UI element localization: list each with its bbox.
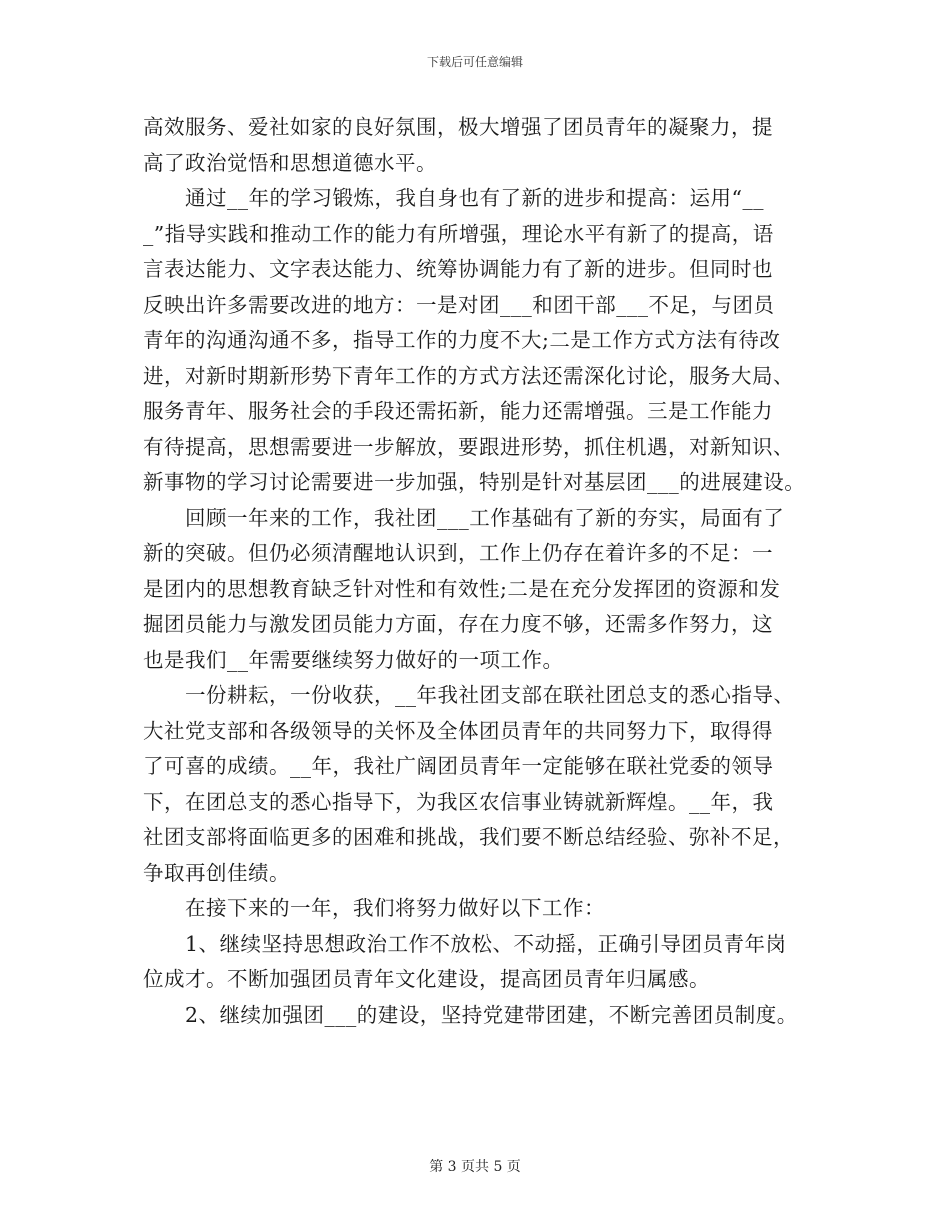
page-number-footer: 第 3 页共 5 页 <box>429 1159 521 1175</box>
paragraph-self-improvement: 通过__年的学习锻炼，我自身也有了新的进步和提高：运用“__ _”指导实践和推动工作的能力有所增强，理论水平有新了的提高，语 言表达能力、文字表达能力、统筹协调能力有了新的进步。但同时也 反映出许多需要改进的地方：一是对团___和团干部___不足，与团员 青年的沟通沟通不多，指导工作的力度不大;二是工作方式方法有待改 进，对新时期新形势下青年工作的方式方法还需深化讨论，服务大局、 服务青年、服务社会的手段还需拓新，能力还需增强。三是工作能力 有待提高，思想需要进一步解放，要跟进形势，抓住机遇，对新知识、 新事物的学习讨论需要进一步加强，特别是针对基层团___的进展建设。 <box>143 186 806 494</box>
paragraph-continuation: 高效服务、爱社如家的良好氛围，极大增强了团员青年的凝聚力，提 高了政治觉悟和思想道德水平。 <box>143 115 773 175</box>
document-body <box>143 110 813 1033</box>
list-item-2: 2、继续加强团___的建设，坚持党建带团建，不断完善团员制度。 <box>143 1002 798 1027</box>
list-item-1: 1、继续坚持思想政治工作不放松、不动摇，正确引导团员青年岗 位成才。不断加强团员青年文化建设，提高团员青年归属感。 <box>143 931 787 991</box>
paragraph-review: 回顾一年来的工作，我社团___工作基础有了新的夯实，局面有了 新的突破。但仍必须清醒地认识到，工作上仍存在着许多的不足：一 是团内的思想教育缺乏针对性和有效性;二是在充分发挥团的资源和发 掘团员能力与激发团员能力方面，存在力度不够，还需多作努力，这 也是我们__年需要继续努力做好的一项工作。 <box>143 505 785 672</box>
paragraph-achievements: 一份耕耘，一份收获，__年我社团支部在联社团总支的悉心指导、 大社党支部和各级领导的关怀及全体团员青年的共同努力下，取得得 了可喜的成绩。__年，我社广阔团员青年一定能够在联社党委的领导 下，在团总支的悉心指导下，为我区农信事业铸就新辉煌。__年，我 社团支部将面临更多的困难和挑战，我们要不断总结经验、弥补不足， 争取再创佳绩。 <box>143 683 795 885</box>
page-header: 下载后可任意编辑 <box>426 55 523 69</box>
paragraph-next-year-intro: 在接下来的一年，我们将努力做好以下工作： <box>143 896 605 920</box>
